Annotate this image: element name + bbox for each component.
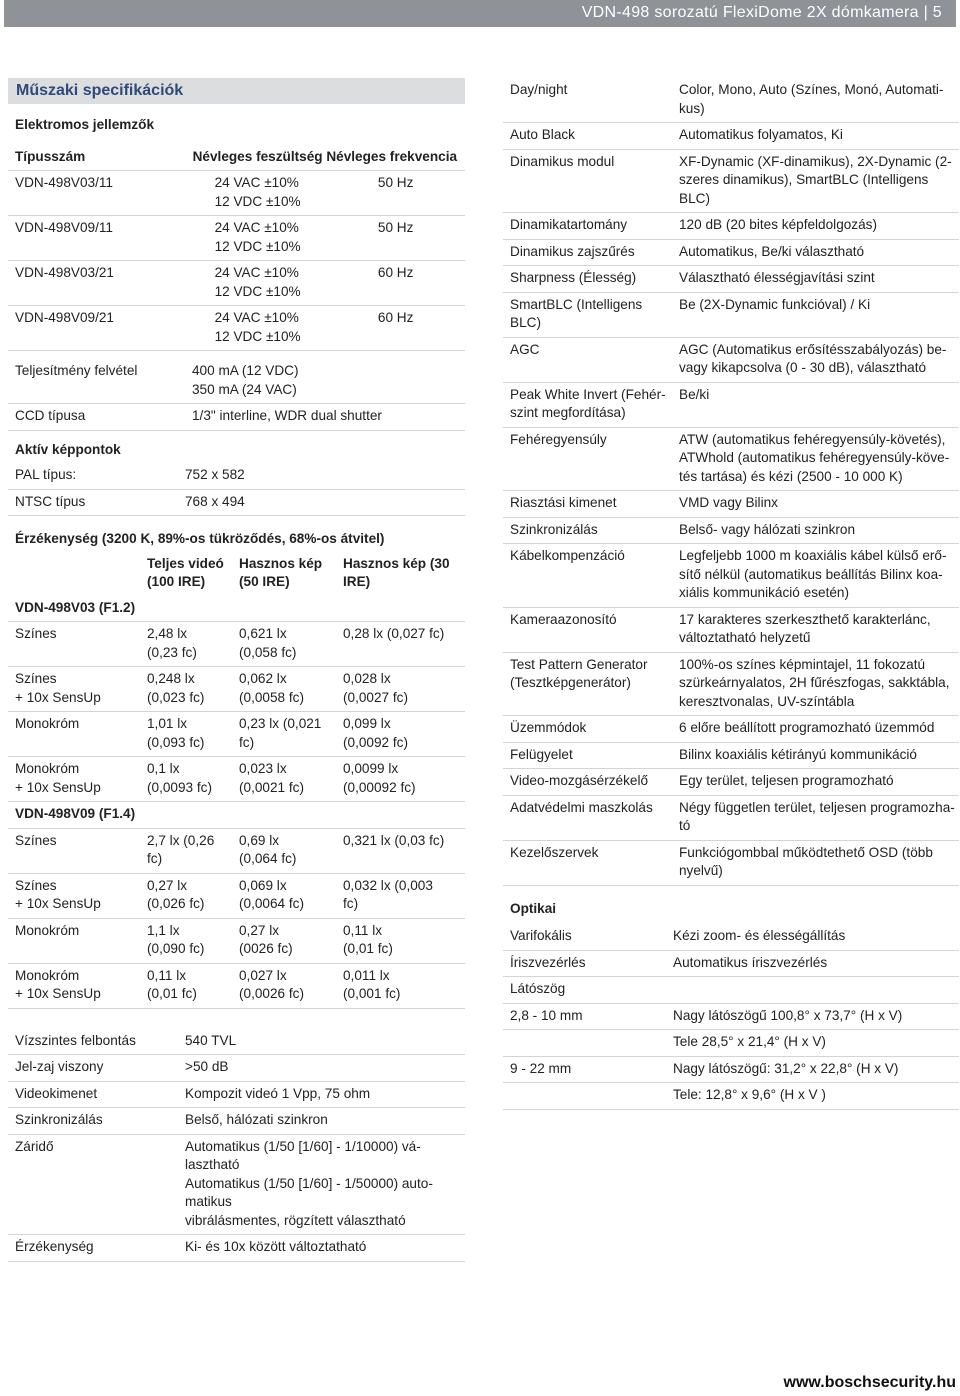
feature-row — [503, 123, 959, 150]
rated-frequency: 50 Hz — [377, 220, 414, 235]
sens-usable-30: 0,321 lx (0,03 fc) — [343, 832, 445, 848]
feature-row — [503, 544, 959, 608]
pixel-label: NTSC típus — [15, 493, 86, 509]
feature-label: Auto Black — [510, 127, 575, 142]
feature-row — [503, 240, 959, 267]
sens-row — [8, 622, 465, 667]
feature-label: Kábelkompenzáció — [510, 548, 625, 563]
feature-value: Funkciógombbal működtethető OSD (több nyelvű) — [679, 844, 933, 878]
feature-label: Video-mozgásérzékelő — [510, 773, 649, 788]
optics-label: 9 - 22 mm — [510, 1060, 572, 1076]
feature-row — [503, 491, 959, 518]
feature-value: Automatikus, Be/ki választható — [679, 243, 865, 259]
sens-usable-30: 0,032 lx (0,003 fc) — [343, 877, 433, 911]
misc-label: Vízszintes felbontás — [15, 1032, 136, 1048]
misc-label: Videokimenet — [15, 1085, 98, 1101]
header-bar — [4, 0, 956, 27]
pixels-table — [8, 463, 465, 516]
misc-row — [8, 1029, 465, 1056]
misc-value: Belső, hálózati szinkron — [185, 1112, 328, 1127]
power-table-body — [8, 171, 465, 351]
sens-label: Monokróm + 10x SensUp — [15, 967, 101, 1001]
rated-frequency: 60 Hz — [377, 310, 414, 325]
sens-full-video: 1,1 lx (0,090 fc) — [147, 922, 205, 956]
feature-label: Kezelőszervek — [510, 844, 599, 860]
optics-value: Nagy látószögű 100,8° x 73,7° (H x V) — [673, 1007, 903, 1023]
pixel-label: PAL típus: — [15, 467, 77, 482]
feature-value: Egy terület, teljesen programozható — [679, 773, 894, 788]
sens-usable-50: 0,69 lx (0,064 fc) — [239, 832, 297, 866]
feature-row — [503, 78, 959, 123]
sens-row — [8, 874, 465, 919]
feature-label: Peak White Invert (Fehér- szint megfordítása) — [510, 386, 666, 420]
sens-row — [8, 964, 465, 1009]
optics-row — [503, 977, 959, 1004]
sens-usable-30: 0,11 lx (0,01 fc) — [343, 922, 393, 956]
sens-row — [8, 757, 465, 802]
feature-value: XF-Dynamic (XF-dinamikus), 2X-Dynamic (2- szeres dinamikus), SmartBLC (Intelligens BLC) — [679, 153, 952, 206]
sens-usable-50: 0,069 lx (0,0064 fc) — [239, 877, 304, 911]
misc-value: 540 TVL — [185, 1032, 237, 1048]
misc-label: Érzékenység — [15, 1239, 94, 1254]
feature-row — [503, 769, 959, 796]
optics-value: Automatikus íriszvezérlés — [673, 954, 828, 970]
feature-value: Be (2X-Dynamic funkcióval) / Ki — [679, 296, 871, 312]
sens-header-30: Hasznos kép (30 IRE) — [343, 555, 450, 589]
specs-heading: Műszaki specifikációk — [8, 78, 465, 104]
sens-full-video: 0,27 lx (0,026 fc) — [147, 877, 205, 911]
sens-usable-50: 0,621 lx (0,058 fc) — [239, 626, 297, 660]
optics-table — [503, 924, 959, 1110]
pixel-value: 752 x 582 — [185, 467, 245, 482]
feature-value: 120 dB (20 bites képfeldolgozás) — [679, 217, 877, 232]
power-consumption-label: Teljesítmény felvétel — [15, 363, 138, 378]
misc-value: >50 dB — [185, 1059, 229, 1074]
sens-usable-50: 0,23 lx (0,021 fc) — [239, 716, 322, 750]
misc-row — [8, 1082, 465, 1109]
optics-row — [503, 951, 959, 978]
rated-voltage: 24 VAC ±10% 12 VDC ±10% — [214, 310, 301, 344]
feature-row — [503, 796, 959, 841]
optics-label — [510, 1086, 673, 1105]
sens-label: Monokróm — [15, 922, 80, 938]
feature-row — [503, 150, 959, 214]
misc-row — [8, 1108, 465, 1135]
sens-usable-30: 0,099 lx (0,0092 fc) — [343, 716, 408, 750]
rated-voltage: 24 VAC ±10% 12 VDC ±10% — [214, 220, 301, 254]
sens-row — [8, 712, 465, 757]
document-title: VDN-498 sorozatú FlexiDome 2X dómkamera | 5 — [581, 4, 942, 21]
optics-row — [503, 1083, 959, 1110]
sens-group-title: VDN-498V09 (F1.4) — [8, 802, 465, 829]
optics-value — [673, 980, 959, 999]
right-column — [503, 78, 959, 1110]
feature-label: Szinkronizálás — [510, 521, 598, 537]
power-row — [8, 216, 465, 261]
feature-label: Riasztási kimenet — [510, 495, 617, 510]
feature-value: AGC (Automatikus erősítésszabályozás) be- vagy kikapcsolva (0 - 30 dB), választható — [679, 341, 947, 375]
power-table-header — [8, 145, 465, 172]
feature-value: 17 karakteres szerkeszthető karakterlánc, változtatható helyzetű — [679, 611, 931, 645]
feature-value: ATW (automatikus fehéregyensúly-követés), ATWhold (automatikus fehéregyensúly-köve- tés tartása) és kézi (2500 - 10 000 K) — [679, 431, 950, 484]
optics-row — [503, 1030, 959, 1057]
feature-label: Test Pattern Generator (Tesztképgenerátor) — [510, 656, 648, 690]
feature-label: Felügyelet — [510, 746, 573, 762]
sens-full-video: 2,48 lx (0,23 fc) — [147, 626, 197, 660]
sens-row — [8, 667, 465, 712]
sens-group-title: VDN-498V03 (F1.2) — [8, 596, 465, 623]
header-model: Típusszám — [15, 148, 86, 164]
misc-row — [8, 1135, 465, 1236]
feature-row — [503, 293, 959, 338]
sens-header-full: Teljes videó (100 IRE) — [147, 555, 224, 589]
feature-label: Dinamikus modul — [510, 153, 615, 169]
model-number: VDN-498V09/11 — [15, 220, 113, 235]
feature-row — [503, 608, 959, 653]
rated-frequency: 60 Hz — [377, 265, 414, 280]
sens-usable-30: 0,028 lx (0,0027 fc) — [343, 671, 408, 705]
sens-label: Színes + 10x SensUp — [15, 877, 101, 911]
sens-usable-50: 0,062 lx (0,0058 fc) — [239, 671, 304, 705]
ccd-value: 1/3" interline, WDR dual shutter — [192, 408, 382, 423]
pixels-title: Aktív képpontok — [15, 441, 121, 457]
misc-row — [8, 1235, 465, 1262]
header-frequency: Névleges frekvencia — [326, 148, 458, 164]
sens-full-video: 0,1 lx (0,0093 fc) — [147, 761, 212, 795]
ccd-label: CCD típusa — [15, 408, 86, 423]
sens-row — [8, 919, 465, 964]
feature-label: Sharpness (Élesség) — [510, 270, 637, 285]
feature-value: Bilinx koaxiális kétirányú kommunikáció — [679, 746, 917, 762]
feature-row — [503, 518, 959, 545]
feature-value: Legfeljebb 1000 m koaxiális kábel külső erő- sítő nélkül (automatikus beállítás Bilinx koa- xiális kommunikáció esetén) — [679, 548, 947, 600]
feature-label: Üzemmódok — [510, 720, 587, 735]
sens-label: Színes + 10x SensUp — [15, 671, 101, 705]
sens-label: Monokróm + 10x SensUp — [15, 761, 101, 795]
misc-row — [8, 1055, 465, 1082]
model-number: VDN-498V09/21 — [15, 310, 114, 325]
feature-value: Négy független terület, teljesen programozha- tó — [679, 799, 955, 833]
optics-title: Optikai — [510, 900, 557, 916]
feature-label: Fehéregyensúly — [510, 431, 607, 447]
optics-value: Tele 28,5° x 21,4° (H x V) — [673, 1034, 826, 1049]
power-row — [8, 171, 465, 216]
feature-row — [503, 383, 959, 428]
electrical-title: Elektromos jellemzők — [15, 117, 155, 132]
rated-voltage: 24 VAC ±10% 12 VDC ±10% — [214, 265, 301, 299]
feature-label: Day/night — [510, 82, 568, 97]
sens-usable-50: 0,027 lx (0,0026 fc) — [239, 967, 304, 1001]
pixel-row — [8, 463, 465, 490]
power-row — [8, 306, 465, 351]
optics-label: Varifokális — [510, 928, 572, 943]
sensitivity-table — [8, 596, 465, 1009]
optics-row — [503, 1004, 959, 1031]
misc-specs — [8, 1029, 465, 1262]
optics-row — [503, 1057, 959, 1084]
ccd-row — [8, 404, 465, 431]
feature-label: SmartBLC (Intelligens BLC) — [510, 296, 643, 330]
feature-value: Be/ki — [679, 386, 710, 402]
feature-row — [503, 841, 959, 886]
sensitivity-header — [8, 553, 465, 596]
feature-row — [503, 653, 959, 717]
feature-value: VMD vagy Bilinx — [679, 495, 778, 510]
feature-row — [503, 266, 959, 293]
feature-row — [503, 213, 959, 240]
power-consumption-row — [8, 359, 465, 404]
sens-row — [8, 829, 465, 874]
sens-usable-30: 0,0099 lx (0,00092 fc) — [343, 761, 416, 795]
sens-full-video: 2,7 lx (0,26 fc) — [147, 832, 215, 866]
feature-value: Belső- vagy hálózati szinkron — [679, 521, 856, 537]
sens-usable-50: 0,27 lx (0026 fc) — [239, 922, 293, 956]
feature-value: Automatikus folyamatos, Ki — [679, 127, 843, 142]
optics-label: Látószög — [510, 981, 566, 996]
feature-row — [503, 338, 959, 383]
feature-row — [503, 428, 959, 492]
sens-full-video: 0,248 lx (0,023 fc) — [147, 671, 205, 705]
misc-value: Ki- és 10x között változtatható — [185, 1239, 367, 1254]
misc-value: Kompozit videó 1 Vpp, 75 ohm — [185, 1085, 371, 1101]
feature-label: Adatvédelmi maszkolás — [510, 799, 653, 815]
feature-label: AGC — [510, 341, 540, 357]
sens-label: Színes — [15, 626, 57, 641]
pixel-row — [8, 490, 465, 517]
feature-value: Color, Mono, Auto (Színes, Monó, Automati- kus) — [679, 82, 944, 116]
feature-label: Dinamikatartomány — [510, 217, 628, 232]
optics-label: Íriszvezérlés — [510, 954, 586, 970]
sens-label: Monokróm — [15, 716, 80, 731]
misc-label: Jel-zaj viszony — [15, 1059, 104, 1074]
sens-usable-30: 0,28 lx (0,027 fc) — [343, 626, 445, 641]
left-column — [8, 78, 465, 1262]
power-row — [8, 261, 465, 306]
sensitivity-title: Érzékenység (3200 K, 89%-os tükröződés, 68%-os átvitel) — [15, 531, 385, 546]
rated-voltage: 24 VAC ±10% 12 VDC ±10% — [214, 175, 301, 209]
sens-full-video: 1,01 lx (0,093 fc) — [147, 716, 205, 750]
pixel-value: 768 x 494 — [185, 493, 245, 509]
sens-header-50: Hasznos kép (50 IRE) — [239, 555, 323, 589]
features-table — [503, 78, 959, 886]
optics-value: Tele: 12,8° x 9,6° (H x V ) — [673, 1087, 826, 1102]
model-number: VDN-498V03/11 — [15, 175, 113, 190]
feature-value: 100%-os színes képmintajel, 11 fokozatú szürkeárnyalatos, 2H fűrészfogas, sakktábla, keresztvonalas, UV-színtábla — [679, 656, 950, 709]
misc-label: Szinkronizálás — [15, 1112, 103, 1127]
feature-label: Kameraazonosító — [510, 611, 617, 627]
feature-value: 6 előre beállított programozható üzemmód — [679, 720, 935, 735]
misc-label: Záridő — [15, 1138, 54, 1154]
optics-row — [503, 924, 959, 951]
optics-value: Kézi zoom- és élességállítás — [673, 928, 846, 943]
power-consumption-value: 400 mA (12 VDC) 350 mA (24 VAC) — [192, 363, 299, 397]
model-number: VDN-498V03/21 — [15, 265, 114, 280]
footer-url[interactable]: www.boschsecurity.hu — [783, 1373, 956, 1391]
rated-frequency: 50 Hz — [377, 175, 414, 190]
sens-usable-50: 0,023 lx (0,0021 fc) — [239, 761, 304, 795]
feature-label: Dinamikus zajszűrés — [510, 243, 635, 259]
optics-label: 2,8 - 10 mm — [510, 1007, 583, 1023]
optics-value: Nagy látószögű: 31,2° x 22,8° (H x V) — [673, 1060, 899, 1076]
header-voltage: Névleges feszültség — [192, 148, 323, 164]
feature-row — [503, 716, 959, 743]
sens-usable-30: 0,011 lx (0,001 fc) — [343, 967, 401, 1001]
feature-value: Választható élességjavítási szint — [679, 270, 875, 285]
misc-value: Automatikus (1/50 [1/60] - 1/10000) vá- lasztható Automatikus (1/50 [1/60] - 1/50000) auto- matikus vibrálásmentes, rögzített választható — [185, 1138, 433, 1228]
sens-full-video: 0,11 lx (0,01 fc) — [147, 967, 197, 1001]
optics-label — [510, 1033, 673, 1052]
feature-row — [503, 743, 959, 770]
sens-label: Színes — [15, 832, 57, 848]
